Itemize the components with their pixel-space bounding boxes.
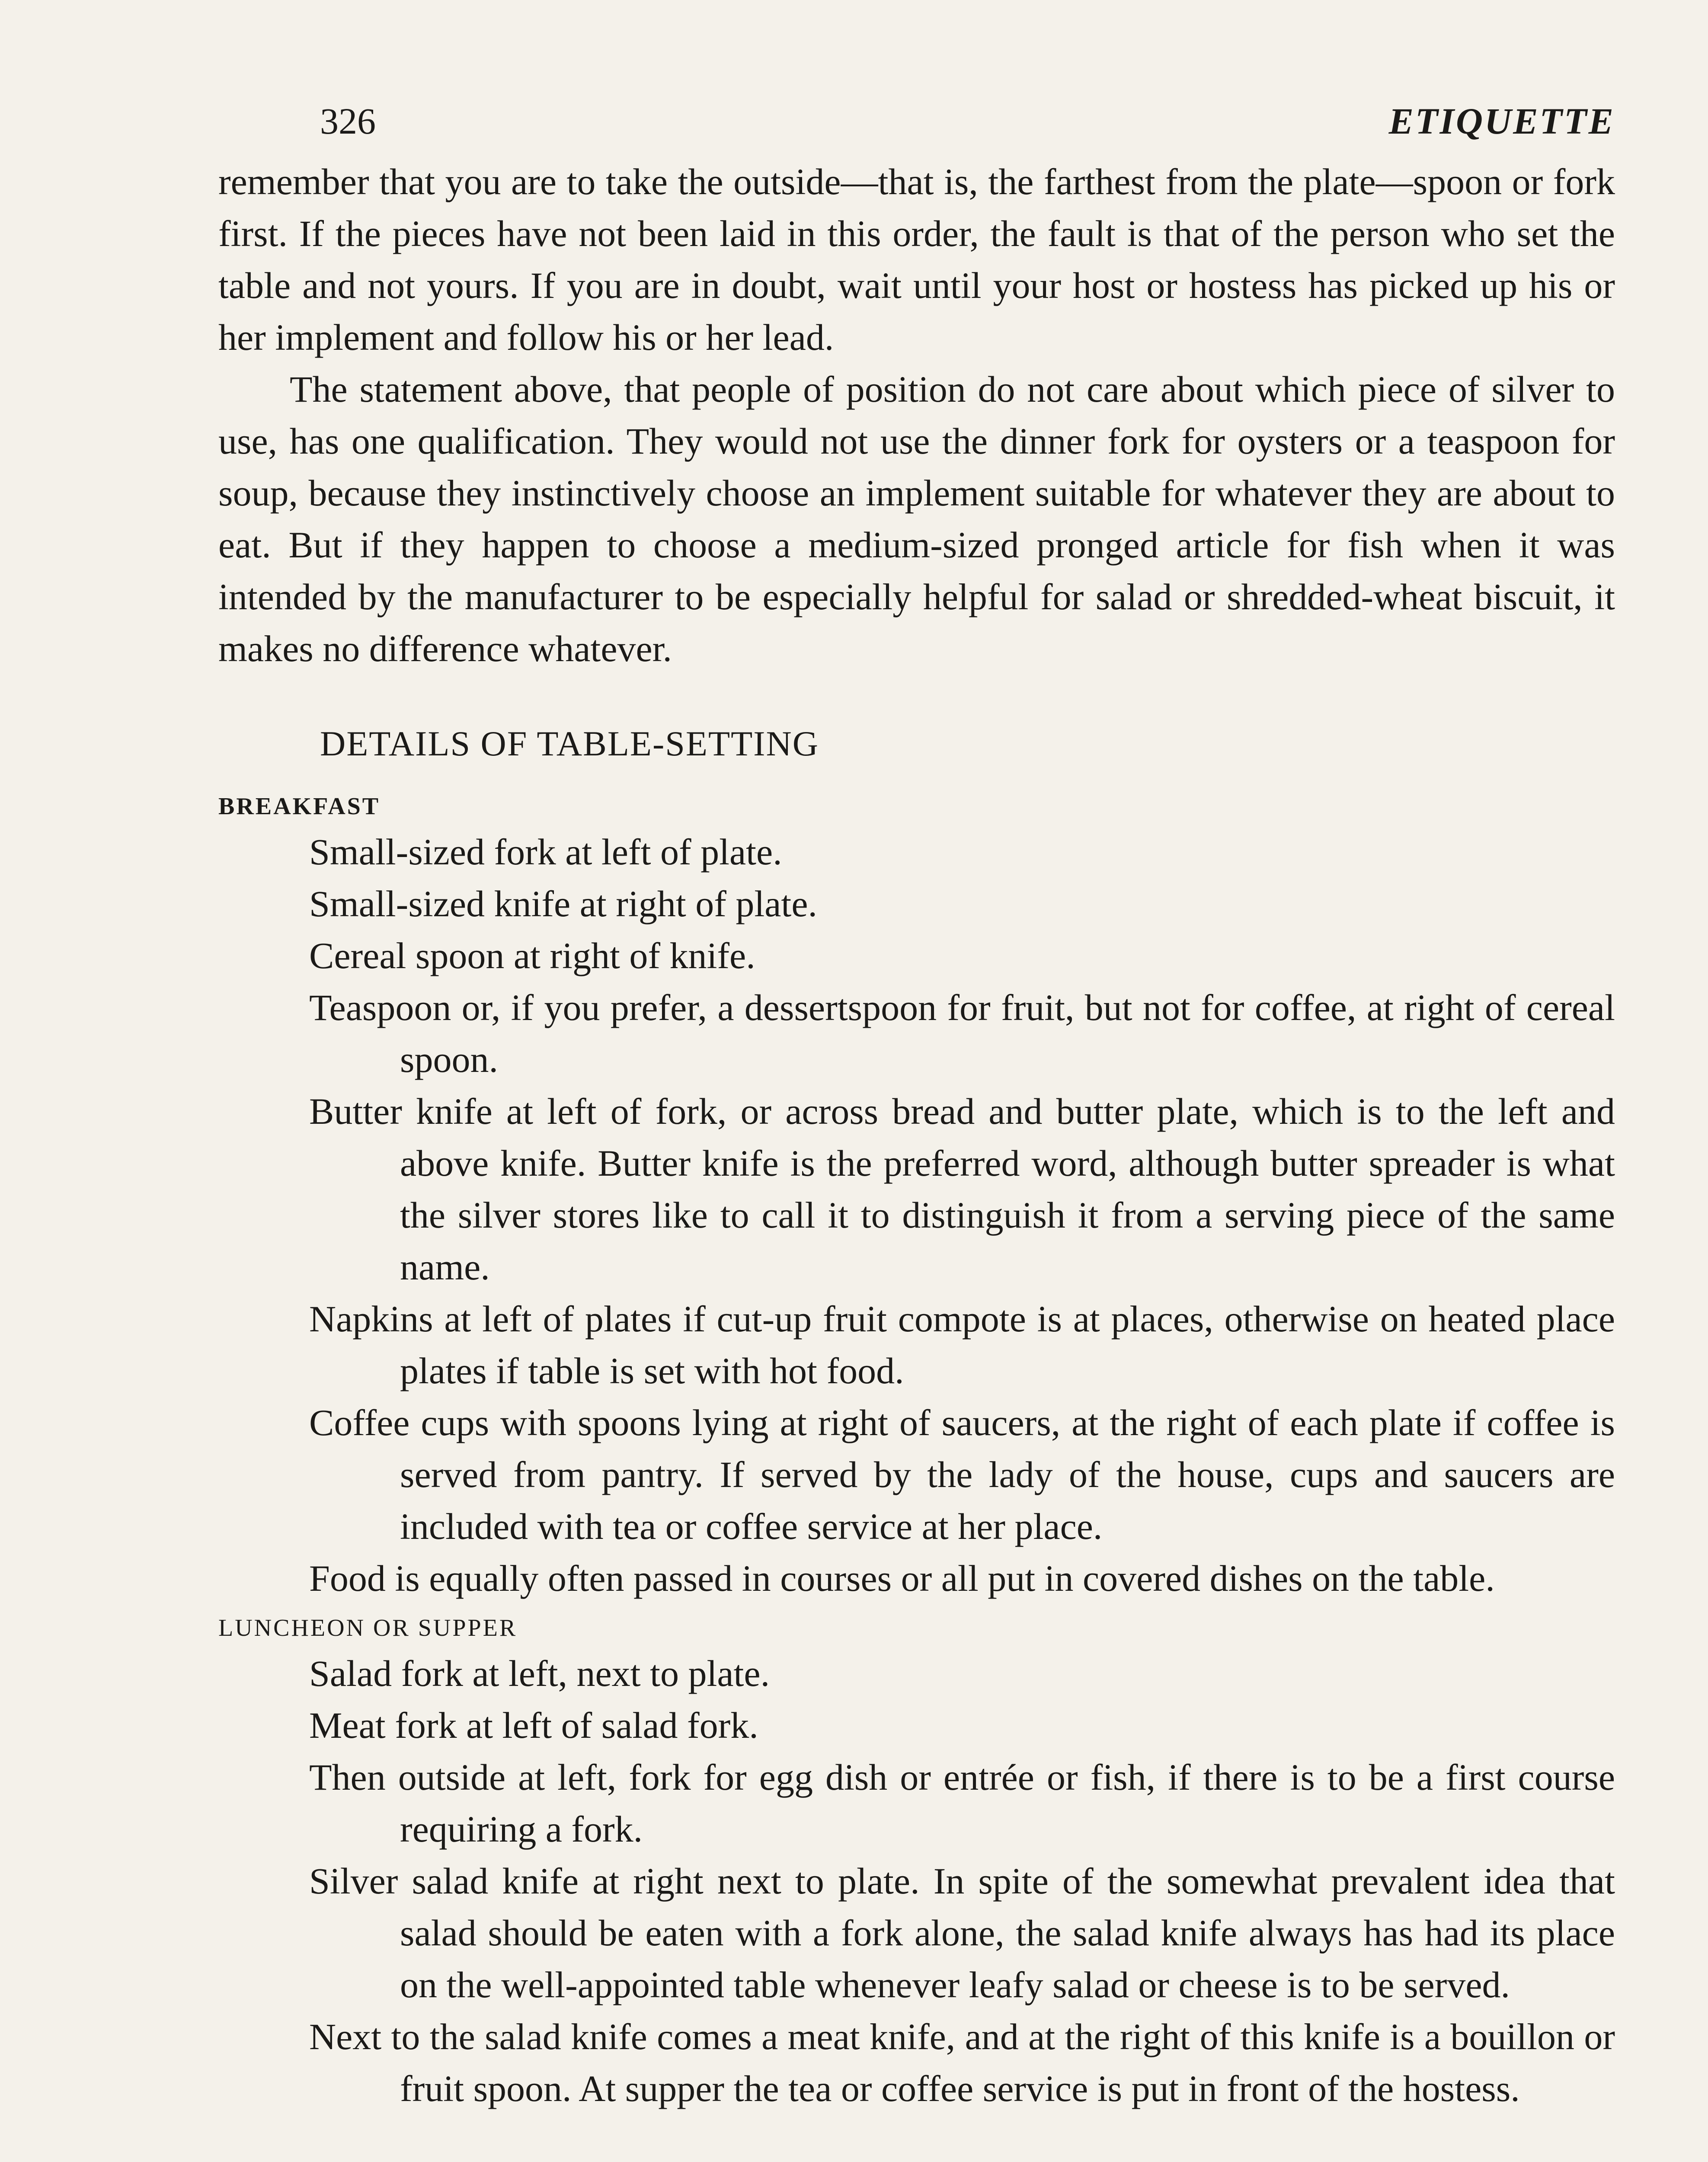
list-item: Next to the salad knife comes a meat knife, and at the right of this knife is a bouillon or fruit spoon. At supper the tea or coffee service is put in front of the hostess.	[309, 2016, 1615, 2109]
list-item: Butter knife at left of fork, or across bread and butter plate, which is to the left and above knife. Butter knife is the preferred word, although butter spreader is what the silver stores like to call it to distinguish it from a serving piece of the same name.	[309, 1091, 1615, 1288]
list-item: Coffee cups with spoons lying at right of saucers, at the right of each plate if coffee is served from pantry. If served by the lady of the house, cups and saucers are included with tea or coffee service at her place.	[309, 1402, 1615, 1547]
list-item: Teaspoon or, if you prefer, a dessertspoon for fruit, but not for coffee, at right of cereal spoon.	[309, 987, 1615, 1080]
section-heading: DETAILS OF TABLE-SETTING	[320, 724, 819, 763]
paragraph-1: remember that you are to take the outside—that is, the farthest from the plate—spoon or fork first. If the pieces have not been laid in this order, the fault is that of the person who set the table and not yours. If you are in doubt, wait until your host or hostess has picked up his or her implement and follow his or her lead.	[218, 161, 1615, 358]
luncheon-heading: LUNCHEON OR SUPPER	[218, 1615, 518, 1641]
list-item: Napkins at left of plates if cut-up fruit compote is at places, otherwise on heated place plates if table is set with hot food.	[309, 1298, 1615, 1391]
list-item: Small-sized fork at left of plate.	[309, 831, 782, 873]
breakfast-heading: BREAKFAST	[218, 793, 381, 820]
list-item: Then outside at left, fork for egg dish or entrée or fish, if there is to be a first course requiring a fork.	[309, 1756, 1615, 1850]
list-item: Silver salad knife at right next to plate. In spite of the somewhat prevalent idea that salad should be eaten with a fork alone, the salad knife always has had its place on the well-appointed table whenever leafy salad or cheese is to be served.	[309, 1860, 1615, 2005]
running-head	[320, 99, 1615, 156]
list-item: Salad fork at left, next to plate.	[309, 1653, 770, 1694]
list-item: Cereal spoon at right of knife.	[309, 935, 755, 976]
body-text	[218, 156, 1615, 675]
luncheon-list	[218, 1647, 1615, 2114]
list-item: Small-sized knife at right of plate.	[309, 883, 817, 924]
paragraph-2: The statement above, that people of position do not care about which piece of silver to use, has one qualification. They would not use the dinner fork for oysters or a teaspoon for soup, because they instinctively choose an implement suitable for whatever they are about to eat. But if they happen to choose a medium-sized pronged article for fish when it was intended by the manufacturer to be especially helpful for salad or shredded-wheat biscuit, it makes no difference whatever.	[218, 368, 1615, 669]
list-item: Food is equally often passed in courses or all put in covered dishes on the table.	[309, 1558, 1495, 1599]
running-title: ETIQUETTE	[1388, 100, 1615, 142]
list-item: Meat fork at left of salad fork.	[309, 1705, 758, 1746]
breakfast-list	[218, 826, 1615, 1604]
page-number: 326	[320, 100, 376, 142]
